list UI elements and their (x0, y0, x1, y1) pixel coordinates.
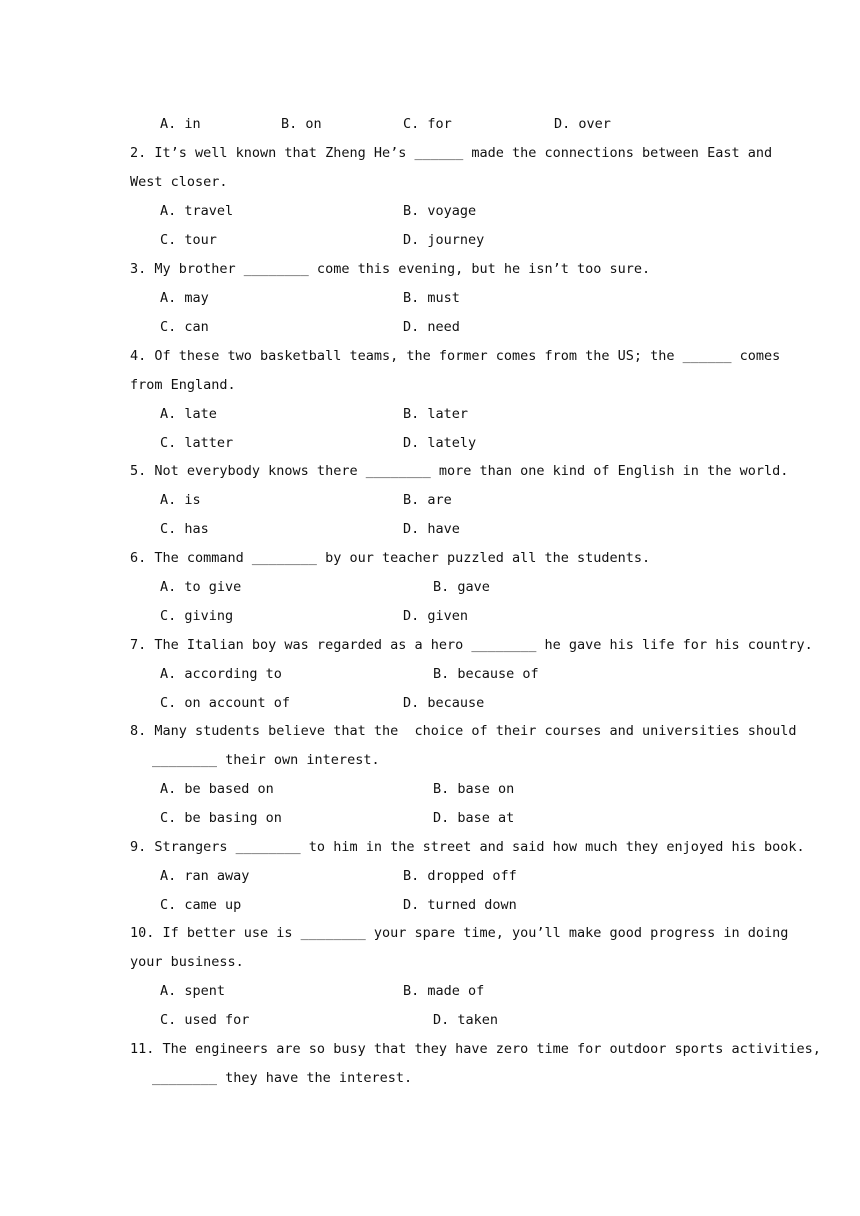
option-a: A. late (160, 406, 217, 422)
option-b: B. later (403, 406, 469, 422)
question-11-stem-line2: ________ they have the interest. (152, 1070, 413, 1086)
option-b: B. made of (403, 983, 485, 999)
option-b: B. are (403, 492, 452, 508)
option-c: C. has (160, 521, 209, 537)
option-c: C. used for (160, 1012, 250, 1028)
option-a: A. travel (160, 203, 234, 219)
option-c: C. on account of (160, 695, 291, 711)
option-c: C. giving (160, 608, 234, 624)
option-a: A. in (160, 116, 201, 132)
question-2-stem-line1: 2. It’s well known that Zheng He’s ______ made the connections between East and (130, 145, 773, 161)
option-a: A. is (160, 492, 201, 508)
option-a: A. may (160, 290, 209, 306)
option-a: A. according to (160, 666, 282, 682)
option-c: C. be basing on (160, 810, 282, 826)
question-10-stem-line2: your business. (130, 954, 244, 970)
option-a: A. ran away (160, 868, 250, 884)
option-b: B. must (403, 290, 460, 306)
option-b: B. voyage (403, 203, 477, 219)
option-c: C. latter (160, 435, 234, 451)
option-b: B. gave (433, 579, 490, 595)
option-a: A. to give (160, 579, 242, 595)
question-6-stem: 6. The command ________ by our teacher puzzled all the students. (130, 550, 651, 566)
option-d: D. have (403, 521, 460, 537)
option-a: A. be based on (160, 781, 274, 797)
question-7-stem: 7. The Italian boy was regarded as a hero ________ he gave his life for his country. (130, 637, 813, 653)
question-11-stem-line1: 11. The engineers are so busy that they have zero time for outdoor sports activities, (130, 1041, 821, 1057)
question-10-stem-line1: 10. If better use is ________ your spare time, you’ll make good progress in doing (130, 925, 789, 941)
option-d: D. taken (433, 1012, 499, 1028)
option-c: C. for (403, 116, 452, 132)
option-d: D. lately (403, 435, 477, 451)
question-9-stem: 9. Strangers ________ to him in the street and said how much they enjoyed his book. (130, 839, 805, 855)
option-b: B. on (281, 116, 322, 132)
option-c: C. can (160, 319, 209, 335)
question-4-stem-line1: 4. Of these two basketball teams, the former comes from the US; the ______ comes (130, 348, 781, 364)
option-d: D. over (554, 116, 611, 132)
question-5-stem: 5. Not everybody knows there ________ more than one kind of English in the world. (130, 463, 789, 479)
option-d: D. journey (403, 232, 485, 248)
question-8-stem-line1: 8. Many students believe that the choice of their courses and universities should (130, 723, 797, 739)
option-d: D. because (403, 695, 485, 711)
option-d: D. need (403, 319, 460, 335)
question-3-stem: 3. My brother ________ come this evening, but he isn’t too sure. (130, 261, 651, 277)
option-b: B. dropped off (403, 868, 517, 884)
option-c: C. came up (160, 897, 242, 913)
question-2-stem-line2: West closer. (130, 174, 228, 190)
option-b: B. base on (433, 781, 515, 797)
option-d: D. given (403, 608, 469, 624)
question-4-stem-line2: from England. (130, 377, 236, 393)
option-c: C. tour (160, 232, 217, 248)
option-d: D. turned down (403, 897, 517, 913)
option-a: A. spent (160, 983, 226, 999)
option-b: B. because of (433, 666, 539, 682)
question-8-stem-line2: ________ their own interest. (152, 752, 380, 768)
option-d: D. base at (433, 810, 515, 826)
